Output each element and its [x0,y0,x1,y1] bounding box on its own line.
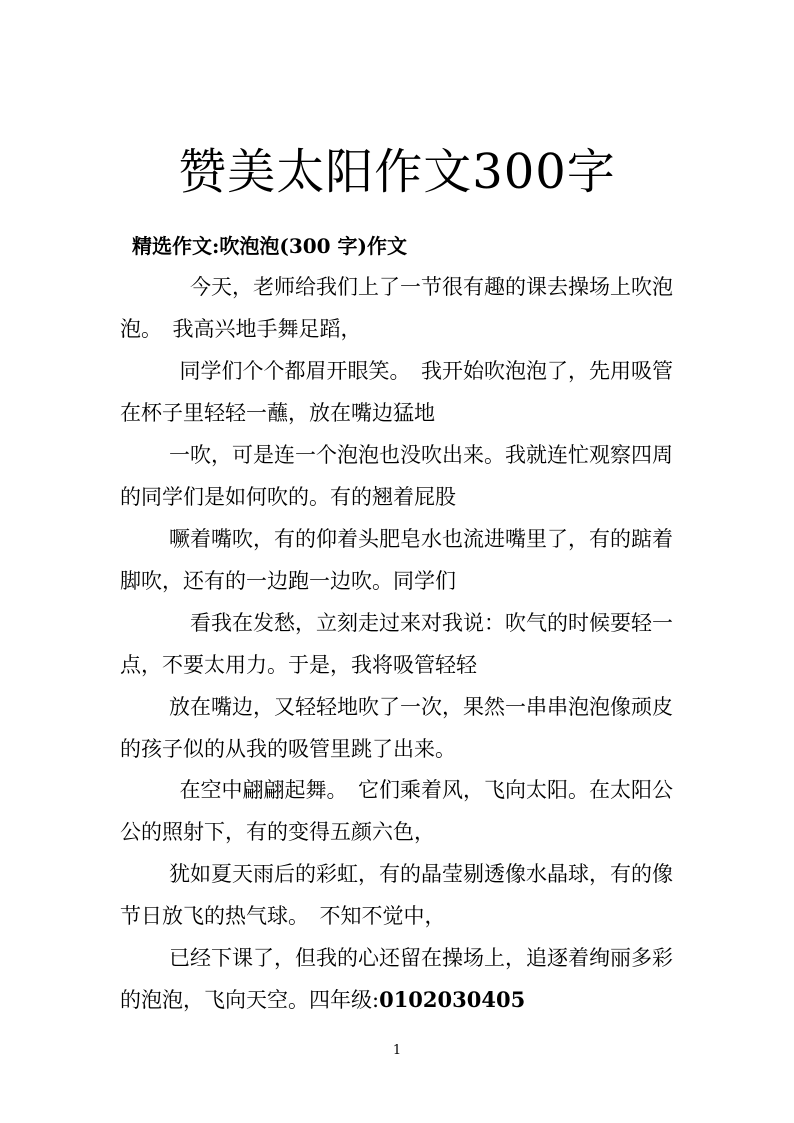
paragraph-line: 在杯子里轻轻一蘸，放在嘴边猛地 [120,401,435,425]
paragraph-line: 看我在发愁，立刻走过来对我说：吹气的时候要轻一 [190,611,673,635]
paragraph-line: 同学们个个都眉开眼笑。 我开始吹泡泡了，先用吸管 [179,359,673,383]
document-subtitle: 精选作文:吹泡泡(300 字)作文 [132,234,408,258]
paragraph-line: 在空中翩翩起舞。 它们乘着风，飞向太阳。在太阳公 [179,778,673,802]
paragraph-line: 公的照射下，有的变得五颜六色， [120,820,435,844]
document-title: 赞美太阳作文300字 [178,144,616,200]
paragraph-line: 放在嘴边，又轻轻地吹了一次，果然一串串泡泡像顽皮 [169,695,673,719]
paragraph-line: 已经下课了，但我的心还留在操场上，追逐着绚丽多彩 [169,946,673,970]
paragraph-line: 噘着嘴吹，有的仰着头肥皂水也流进嘴里了，有的踮着 [169,527,673,551]
last-line-number: 0102030405 [379,987,526,1012]
paragraph-line: 点，不要太用力。于是，我将吸管轻轻 [120,653,477,677]
paragraph-line: 节日放飞的热气球。 不知不觉中， [120,904,446,928]
page-number: 1 [392,1043,402,1058]
paragraph-line: 脚吹，还有的一边跑一边吹。同学们 [120,569,456,593]
last-line-text: 的泡泡，飞向天空。四年级: [120,988,380,1012]
paragraph-last-line [120,985,525,1015]
paragraph-line: 今天，老师给我们上了一节很有趣的课去操场上吹泡 [190,275,673,299]
paragraph-line: 的孩子似的从我的吸管里跳了出来。 [120,737,456,761]
paragraph-line: 犹如夏天雨后的彩虹，有的晶莹剔透像水晶球，有的像 [169,862,673,886]
paragraph-line: 的同学们是如何吹的。有的翘着屁股 [120,485,456,509]
paragraph-line: 一吹，可是连一个泡泡也没吹出来。我就连忙观察四周 [169,443,673,467]
paragraph-line: 泡。 我高兴地手舞足蹈， [120,317,362,341]
